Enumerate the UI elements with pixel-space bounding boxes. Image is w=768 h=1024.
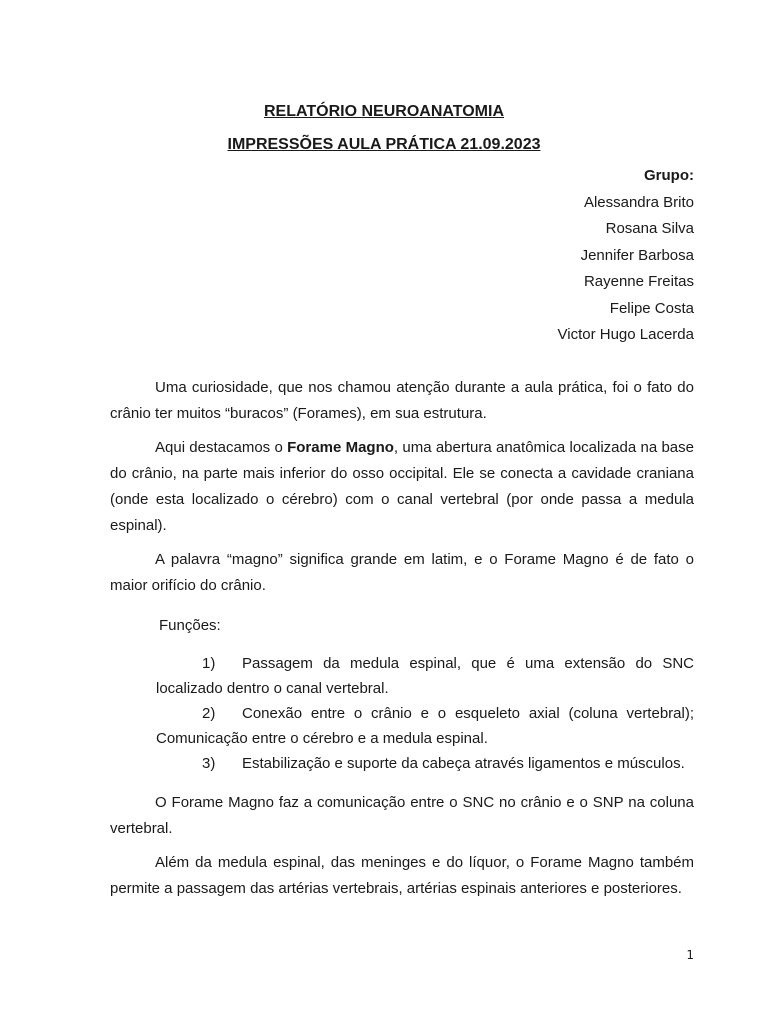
- functions-label: Funções:: [159, 617, 221, 634]
- group-member: Felipe Costa: [609, 299, 694, 317]
- document-body: [110, 375, 694, 910]
- paragraph-text: , uma abertura anatômica localizada na base do crânio, na parte mais inferior do osso occipital. Ele se conecta a cavidade craniana (onde esta localizado o cérebro) com o canal vertebral (por onde passa a medula espinal).: [110, 439, 694, 534]
- paragraph-bold-term: Forame Magno: [287, 439, 394, 456]
- group-member: Victor Hugo Lacerda: [557, 326, 694, 343]
- paragraph-text: Aqui destacamos o: [155, 439, 288, 456]
- group-member: Alessandra Brito: [583, 193, 694, 211]
- document-title: RELATÓRIO NEUROANATOMIA: [264, 103, 504, 120]
- list-item: [156, 751, 694, 776]
- list-item-number: 2): [202, 705, 216, 722]
- list-item: [156, 651, 694, 701]
- group-member: Rosana Silva: [605, 220, 694, 237]
- list-item: [156, 701, 694, 751]
- list-item-text: Estabilização e suporte da cabeça através ligamentos e músculos.: [242, 755, 685, 772]
- group-list: [558, 163, 694, 349]
- list-item-number: 3): [202, 755, 216, 772]
- paragraph: Uma curiosidade, que nos chamou atenção durante a aula prática, foi o fato do crânio ter muitos “buracos” (Forames), em sua estrutura.: [110, 379, 694, 422]
- group-member: Rayenne Freitas: [583, 273, 694, 290]
- paragraph: [110, 435, 694, 539]
- functions-list: [156, 651, 694, 776]
- list-item-number: 1): [202, 655, 216, 672]
- document-subtitle: IMPRESSÕES AULA PRÁTICA 21.09.2023: [227, 136, 541, 153]
- group-label: Grupo:: [644, 167, 694, 184]
- paragraph: A palavra “magno” significa grande em latim, e o Forame Magno é de fato o maior orifício do crânio.: [110, 551, 694, 594]
- list-item-text: Conexão entre o crânio e o esqueleto axial (coluna vertebral); Comunicação entre o cérebro e a medula espinal.: [156, 705, 694, 747]
- paragraph: Além da medula espinal, das meninges e do líquor, o Forame Magno também permite a passagem das artérias vertebrais, artérias espinais anteriores e posteriores.: [110, 854, 694, 897]
- page-number: 1: [686, 948, 694, 962]
- group-member: Jennifer Barbosa: [580, 246, 694, 264]
- paragraph: O Forame Magno faz a comunicação entre o SNC no crânio e o SNP na coluna vertebral.: [110, 794, 694, 837]
- list-item-text: Passagem da medula espinal, que é uma extensão do SNC localizado dentro o canal vertebral.: [156, 655, 694, 697]
